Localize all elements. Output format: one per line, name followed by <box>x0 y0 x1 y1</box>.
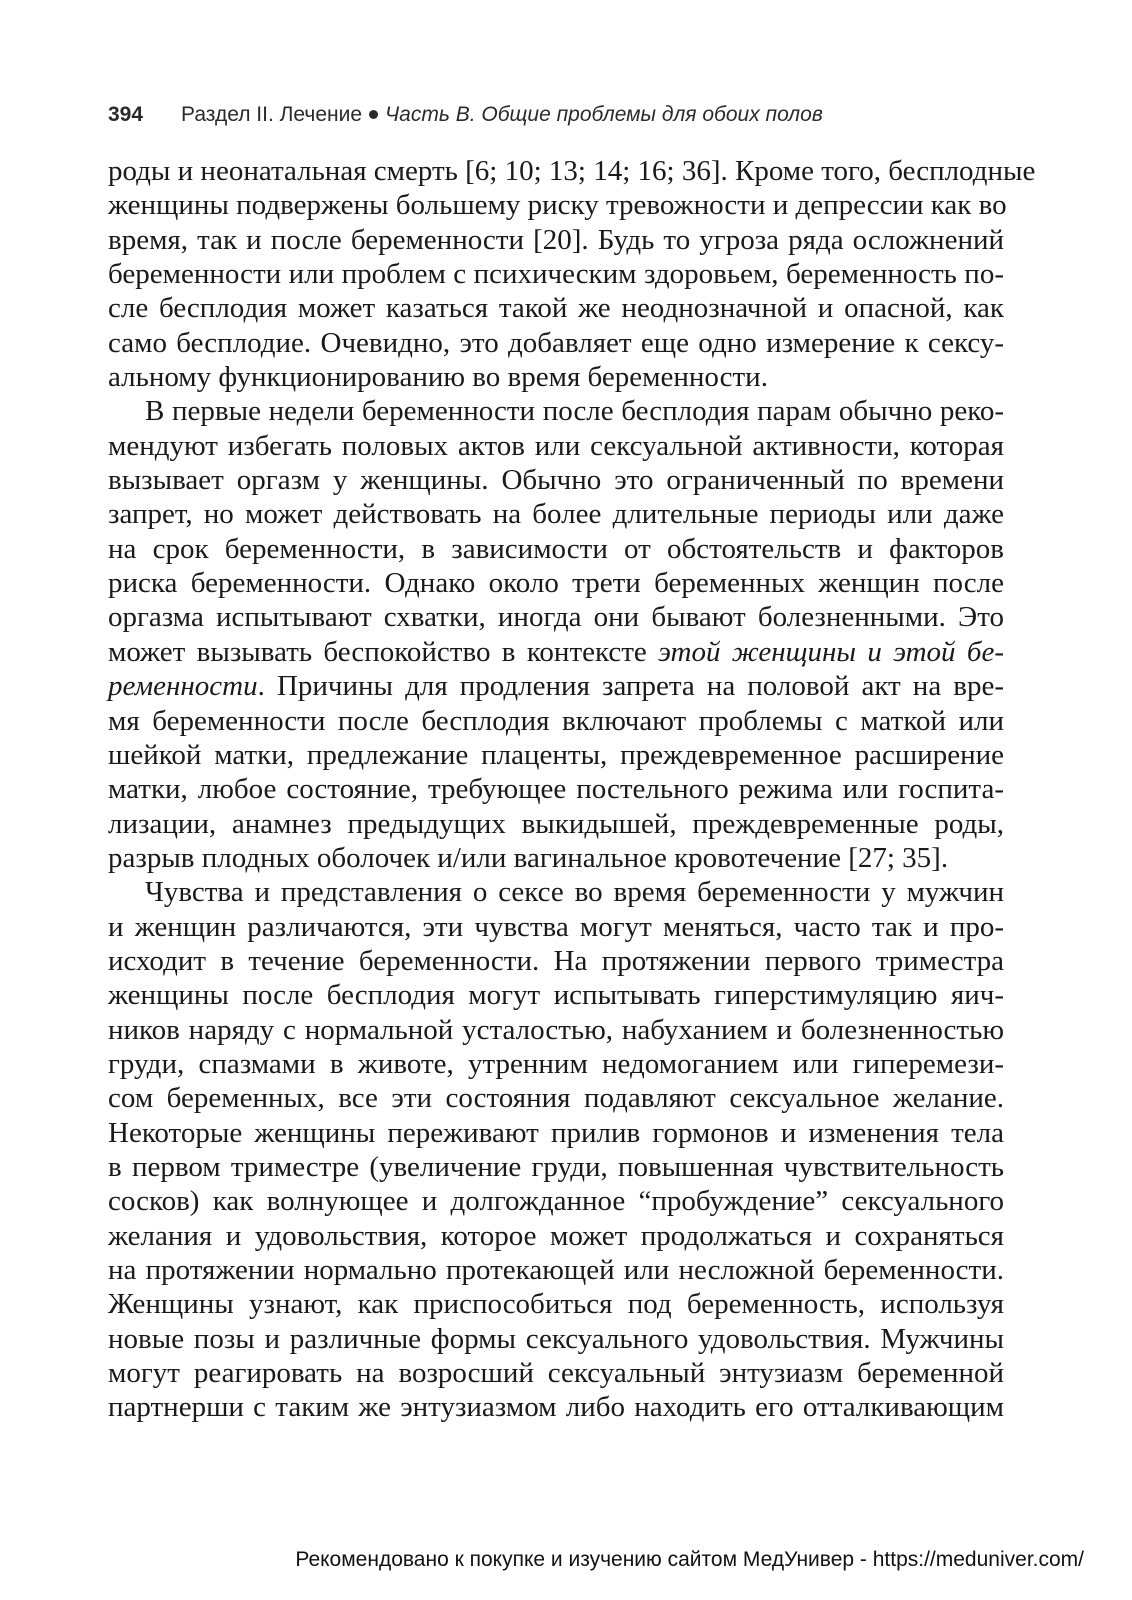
text-line: партнерши с таким же энтузиазмом либо находить его отталкивающим <box>108 1391 1004 1424</box>
text-line: сом беременных, все эти состояния подавляют сексуальное желание. <box>108 1082 1004 1115</box>
text-line: женщины подвержены большему риску тревожности и депрессии как во <box>108 189 1007 222</box>
text-line: В первые недели беременности после бесплодия парам обычно реко- <box>145 395 1004 428</box>
text-line: время, так и после беременности [20]. Будь то угроза ряда осложнений <box>108 223 1004 256</box>
text-segment: может вызывать беспокойство в контексте <box>108 635 659 668</box>
text-line: сосков) как волнующее и долгожданное “пробуждение” сексуального <box>108 1185 1004 1218</box>
page-number: 394 <box>108 103 144 126</box>
text-line: роды и неонатальная смерть [6; 10; 13; 14; 16; 36]. Кроме того, бесплодные <box>108 155 1036 187</box>
text-line: матки, любое состояние, требующее постельного режима или госпита- <box>108 773 1004 806</box>
footer-note: Рекомендовано к покупке и изучению сайтом МедУнивер - https://meduniver.com/ <box>295 1548 1084 1571</box>
text-line: вызывает оргазм у женщины. Обычно это ограниченный по времени <box>108 464 1004 497</box>
text-line: риска беременности. Однако около трети беременных женщин после <box>108 567 1004 600</box>
text-line: и женщин различаются, эти чувства могут меняться, часто так и про- <box>108 910 1004 943</box>
text-line: могут реагировать на возросший сексуальный энтузиазм беременной <box>108 1357 1004 1390</box>
text-line: мендуют избегать половых актов или сексуальной активности, которая <box>108 429 1004 462</box>
text-line: мя беременности после бесплодия включают проблемы с маткой или <box>108 704 1004 737</box>
text-line: женщины после бесплодия могут испытывать гиперстимуляцию яич- <box>108 979 1004 1012</box>
text-line: новые позы и различные формы сексуального удовольствия. Мужчины <box>108 1322 1004 1355</box>
paragraph <box>108 875 1004 1425</box>
text-line: желания и удовольствия, которое может продолжаться и сохраняться <box>108 1219 1004 1252</box>
text-line <box>108 669 1004 703</box>
text-line: сле бесплодия может казаться такой же неоднозначной и опасной, как <box>108 292 1004 325</box>
text-line: разрыв плодных оболочек и/или вагинальное кровотечение [27; 35]. <box>108 841 949 874</box>
section-title: Раздел II. Лечение <box>181 103 363 126</box>
italic-segment: ременности <box>108 670 258 703</box>
text-line: на срок беременности, в зависимости от обстоятельств и факторов <box>108 532 1004 565</box>
paragraph <box>108 154 1036 394</box>
text-line: оргазма испытывают схватки, иногда они бывают болезненными. Это <box>108 601 1004 634</box>
paragraph <box>108 394 1004 875</box>
text-line: в первом триместре (увеличение груди, повышенная чувствительность <box>108 1150 1004 1183</box>
text-line: ников наряду с нормальной усталостью, набуханием и болезненностью <box>108 1013 1004 1046</box>
text-line: запрет, но может действовать на более длительные периоды или даже <box>108 498 1004 531</box>
text-line: лизации, анамнез предыдущих выкидышей, преждевременные роды, <box>108 807 1004 840</box>
text-line: Женщины узнают, как приспособиться под беременность, используя <box>108 1288 1004 1321</box>
italic-segment: этой женщины и этой бе- <box>658 635 1004 668</box>
text-line: Некоторые женщины переживают прилив гормонов и изменения тела <box>108 1116 1004 1149</box>
running-head <box>108 103 1008 133</box>
part-title: Часть B. Общие проблемы для обоих полов <box>385 103 823 126</box>
body-text <box>108 154 1036 1425</box>
text-line: само бесплодие. Очевидно, это добавляет еще одно измерение к сексу- <box>108 326 1004 359</box>
text-line: на протяжении нормально протекающей или несложной беременности. <box>108 1254 1004 1286</box>
text-line: Чувства и представления о сексе во время беременности у мужчин <box>145 876 1004 909</box>
text-line: беременности или проблем с психическим здоровьем, беременность по- <box>108 258 1004 291</box>
text-line: альному функционированию во время беременности. <box>108 361 768 394</box>
text-line: груди, спазмами в животе, утренним недомоганием или гиперемези- <box>108 1047 1004 1080</box>
text-line <box>108 635 1004 669</box>
text-line: исходит в течение беременности. На протяжении первого триместра <box>108 944 1004 977</box>
bullet-separator-icon <box>369 110 378 119</box>
text-segment: . Причины для продления запрета на половой акт на вре- <box>257 670 1004 703</box>
text-line: шейкой матки, предлежание плаценты, преждевременное расширение <box>108 738 1004 771</box>
